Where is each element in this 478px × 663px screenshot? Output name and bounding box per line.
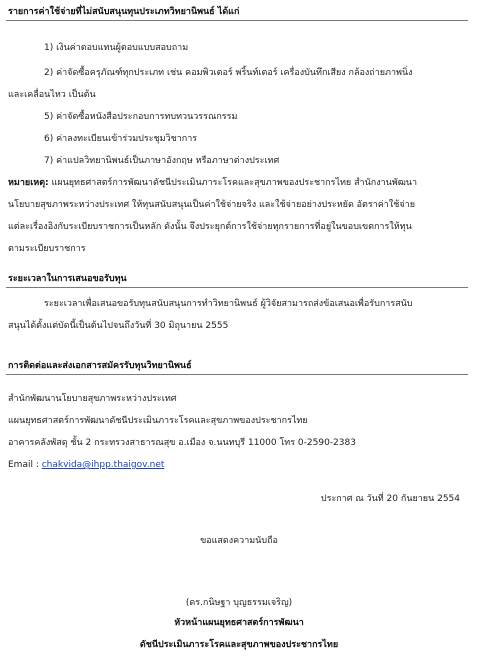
- note-text: นโยบายสุขภาพระหว่างประเทศ ให้ทุนสนับสนุนเป็นค่าใช้จ่ายจริง และใช้จ่ายอย่างประหยัด อัตราค่าใช้จ่าย: [8, 200, 415, 210]
- signatory-organization: ดัชนีประเมินภาระโรคและสุขภาพของประชากรไทย: [139, 640, 339, 650]
- note-paragraph: [8, 177, 417, 189]
- contact-address: อาคารคลังพัสดุ ชั้น 2 กระทรวงสาธารณสุข อ.เมือง จ.นนทบุรี 11000 โทร 0-2590-2383: [8, 438, 356, 448]
- paragraph-text: ระยะเวลาเพื่อเสนอขอรับทุนสนับสนุนการทำวิทยานิพนธ์ ผู้วิจัยสามารถส่งข้อเสนอเพื่อรับการสนับ: [44, 299, 413, 309]
- section-heading-contact: การติดต่อและส่งเอกสารสมัครรับทุนวิทยานิพนธ์: [8, 361, 192, 371]
- divider: [6, 20, 468, 21]
- contact-office: สำนักพัฒนานโยบายสุขภาพระหว่างประเทศ: [8, 394, 177, 404]
- note-label: หมายเหตุ:: [8, 178, 49, 188]
- list-item: 5) ค่าจัดซื้อหนังสือประกอบการทบทวนวรรณกรรม: [44, 112, 238, 122]
- signatory-title: หัวหน้าแผนยุทธศาสตร์การพัฒนา: [174, 618, 304, 628]
- closing-text: ขอแสดงความนับถือ: [200, 536, 278, 546]
- section-heading-proposal-period: ระยะเวลาในการเสนอขอรับทุน: [8, 274, 127, 284]
- list-item: 6) ค่าลงทะเบียนเข้าร่วมประชุมวิชาการ: [44, 134, 198, 144]
- note-text: แผนยุทธศาสตร์การพัฒนาดัชนีประเมินภาระโรคและสุขภาพของประชากรไทย สำนักงานพัฒนา: [48, 178, 418, 188]
- signatory-name: (ดร.กนิษฐา บุญธรรมเจริญ): [185, 598, 293, 608]
- note-text: ตามระเบียบราชการ: [8, 244, 86, 254]
- contact-program: แผนยุทธศาสตร์การพัฒนาดัชนีประเมินภาระโรคและสุขภาพของประชากรไทย: [8, 416, 308, 426]
- email-link[interactable]: chakvida@ihpp.thaigov.net: [41, 460, 165, 470]
- paragraph-text: สนุนได้ตั้งแต่บัดนี้เป็นต้นไปจนถึงวันที่ 30 มิถุนายน 2555: [8, 321, 229, 331]
- divider: [6, 287, 468, 288]
- section-heading-unsupported-expenses: รายการค่าใช้จ่ายที่ไม่สนับสนุนทุนประเภทวิทยานิพนธ์ ได้แก่: [8, 7, 240, 17]
- divider: [6, 374, 468, 375]
- list-item: 2) ค่าจัดซื้อครุภัณฑ์ทุกประเภท เช่น คอมพิวเตอร์ พริ้นท์เตอร์ เครื่องบันทึกเสียง กล้องถ่ายภาพนิ่ง: [44, 68, 413, 78]
- list-item-continuation: และเคลื่อนไหว เป็นต้น: [8, 90, 96, 100]
- note-text: แต่ละเรื่องอิงกับระเบียบราชการเป็นหลัก ดังนั้น จึงประยุกต์การใช้จ่ายทุกรายการที่อยู่ในขอบเขตการให้ทุน: [8, 222, 412, 232]
- list-item: 1) เงินค่าตอบแทนผู้ตอบแบบสอบถาม: [44, 43, 189, 53]
- list-item: 7) ค่าแปลวิทยานิพนธ์เป็นภาษาอังกฤษ หรือภาษาต่างประเทศ: [44, 156, 280, 166]
- contact-email-line: [8, 459, 164, 471]
- announcement-date: ประกาศ ณ วันที่ 20 กันยายน 2554: [320, 494, 460, 504]
- email-label: Email :: [8, 460, 42, 470]
